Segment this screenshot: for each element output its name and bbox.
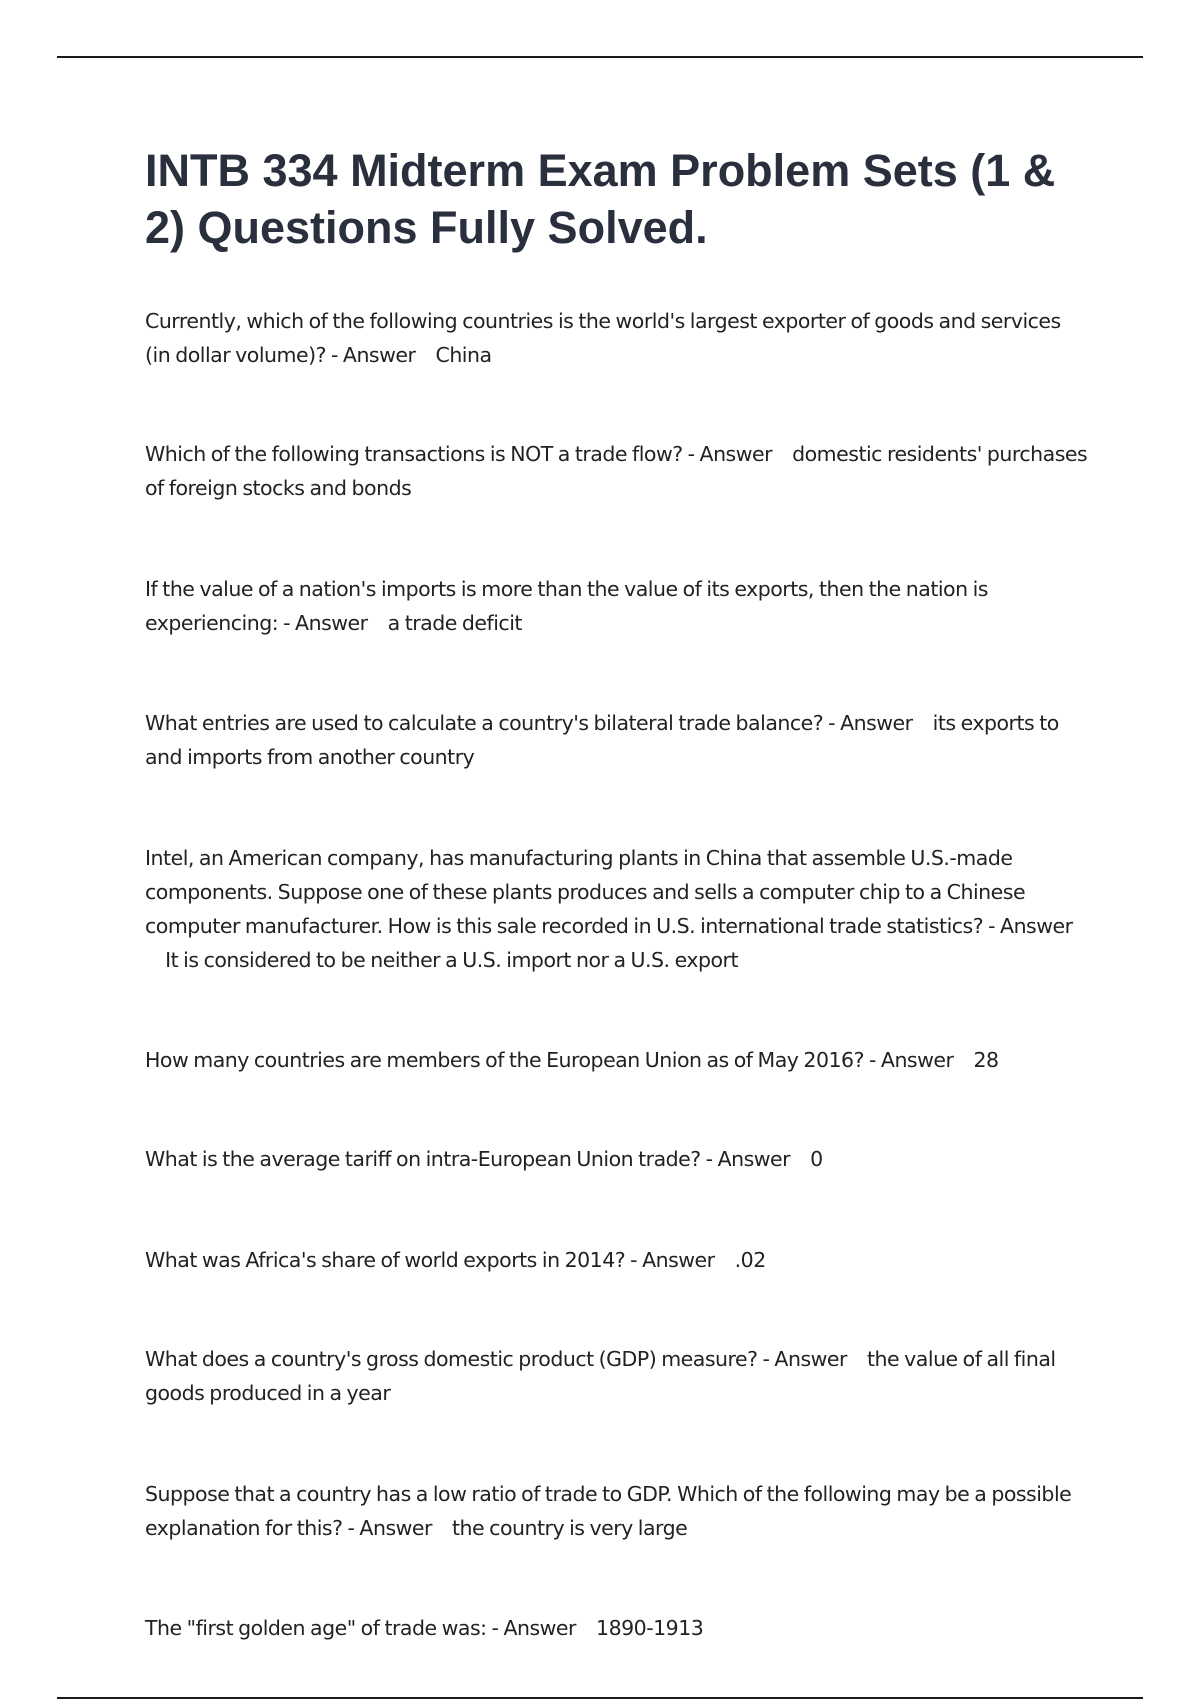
answer-marker: - Answer: [700, 1147, 791, 1171]
qa-item: [145, 1043, 1090, 1077]
answer-text: It is considered to be neither a U.S. import nor a U.S. export: [165, 948, 738, 972]
question-text: Which of the following transactions is NOT a trade flow?: [145, 442, 683, 466]
bottom-rule: [57, 1697, 1143, 1699]
answer-marker: - Answer: [757, 1347, 847, 1371]
question-text: Currently, which of the following countries is the world's largest exporter of goods and services (in dollar volume)?: [145, 309, 1061, 367]
qa-item: [145, 841, 1090, 977]
answer-text: .02: [734, 1248, 766, 1272]
question-text: How many countries are members of the European Union as of May 2016?: [145, 1048, 864, 1072]
qa-item: [145, 437, 1090, 505]
answer-text: 0: [810, 1147, 823, 1171]
answer-marker: - Answer: [823, 711, 913, 735]
answer-text: 1890-1913: [596, 1616, 704, 1640]
qa-item: [145, 304, 1090, 372]
answer-text: its exports to and imports from another country: [145, 711, 1059, 769]
qa-item: [145, 706, 1090, 774]
qa-item: [145, 1243, 1090, 1277]
answer-marker: - Answer: [625, 1248, 715, 1272]
qa-item: [145, 1342, 1090, 1410]
answer-text: a trade deficit: [387, 611, 522, 635]
question-text: What entries are used to calculate a country's bilateral trade balance?: [145, 711, 824, 735]
question-text: What was Africa's share of world exports in 2014?: [145, 1248, 626, 1272]
qa-item: [145, 1611, 1090, 1645]
answer-text: 28: [973, 1048, 999, 1072]
qa-item: [145, 572, 1090, 640]
top-rule: [57, 56, 1143, 58]
question-text: Intel, an American company, has manufacturing plants in China that assemble U.S.-made components. Suppose one of these plants produces and sells a computer chip to a Chinese computer manufacturer. How is this sale recorded in U.S. international trade statistics?: [145, 846, 1026, 938]
qa-item: [145, 1477, 1090, 1545]
question-text: If the value of a nation's imports is more than the value of its exports, then the nation is experiencing:: [145, 577, 988, 635]
answer-text: domestic residents' purchases of foreign stocks and bonds: [145, 442, 1088, 500]
answer-text: China: [435, 343, 492, 367]
answer-text: the value of all final goods produced in a year: [145, 1347, 1056, 1405]
question-text: What does a country's gross domestic product (GDP) measure?: [145, 1347, 758, 1371]
question-text: The "first golden age" of trade was:: [145, 1616, 487, 1640]
answer-marker: - Answer: [278, 611, 368, 635]
qa-item: [145, 1142, 1090, 1176]
answer-marker: - Answer: [342, 1516, 432, 1540]
answer-marker: - Answer: [863, 1048, 954, 1072]
document-title: INTB 334 Midterm Exam Problem Sets (1 & 2) Questions Fully Solved.: [145, 145, 1056, 253]
question-text: What is the average tariff on intra-European Union trade?: [145, 1147, 701, 1171]
question-text: Suppose that a country has a low ratio of trade to GDP. Which of the following may be a possible explanation for this?: [145, 1482, 1072, 1540]
answer-marker: - Answer: [983, 914, 1073, 938]
answer-marker: - Answer: [682, 442, 773, 466]
answer-marker: - Answer: [325, 343, 416, 367]
answer-marker: - Answer: [486, 1616, 576, 1640]
answer-text: the country is very large: [452, 1516, 688, 1540]
